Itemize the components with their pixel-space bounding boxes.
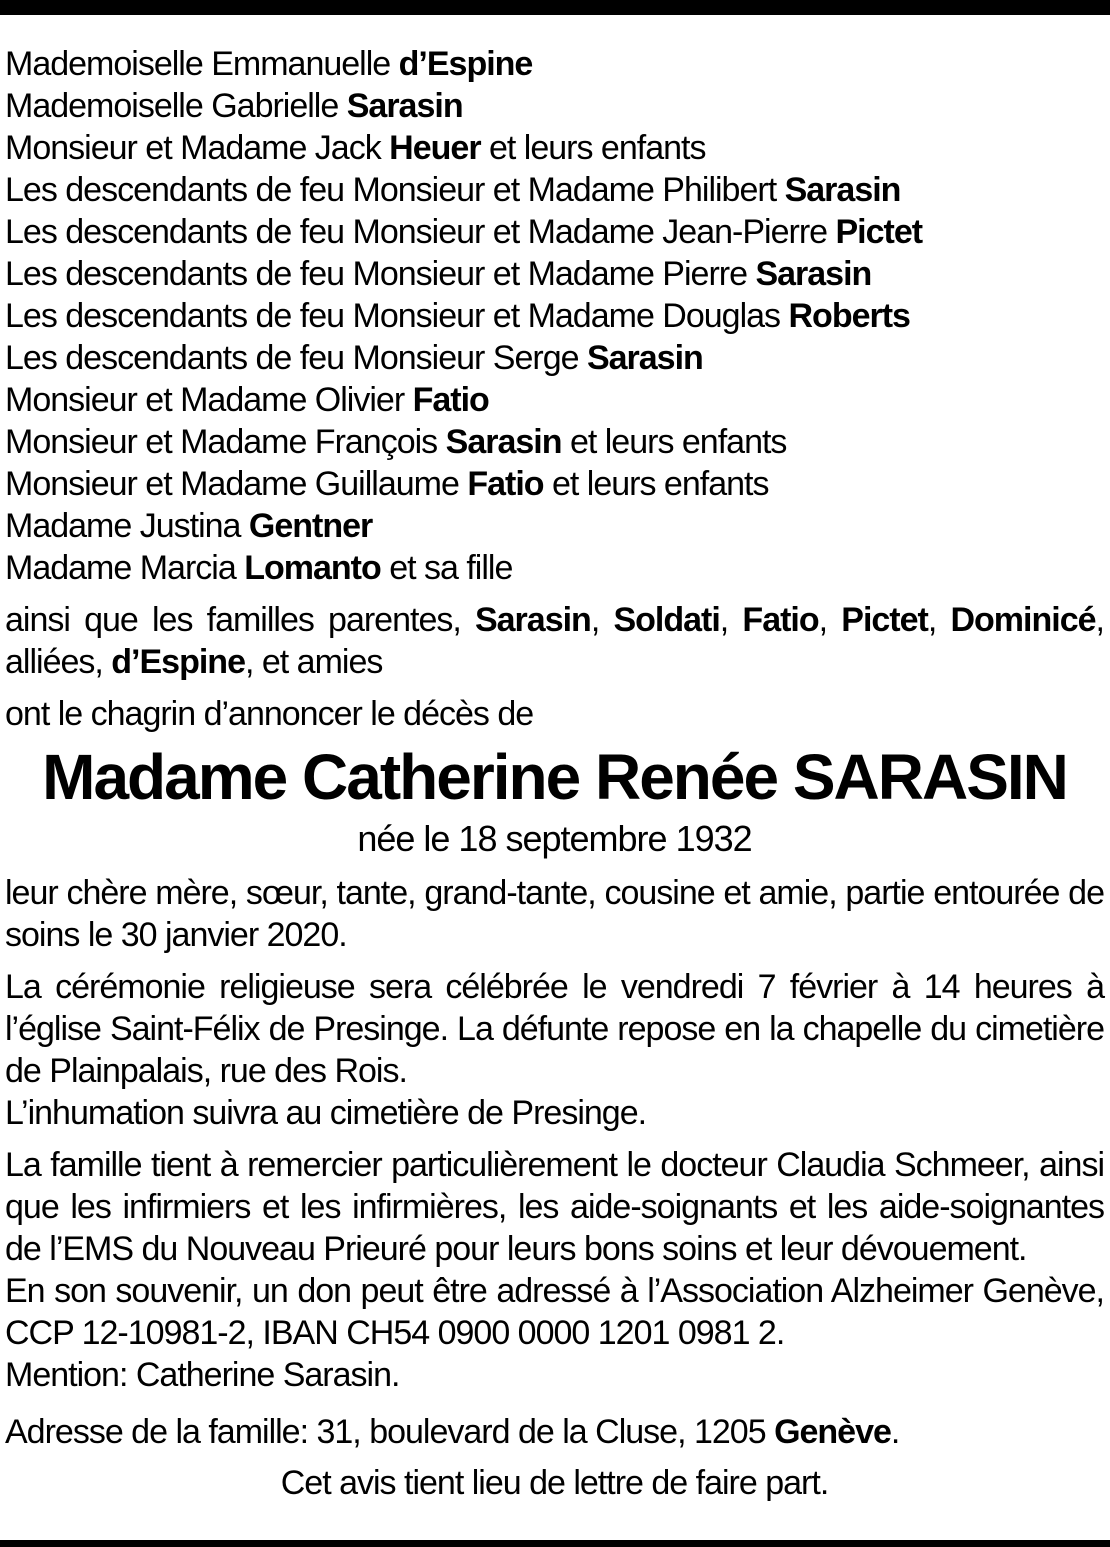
text-segment: Monsieur et Madame Olivier xyxy=(5,381,413,419)
mourner-line xyxy=(5,463,1104,505)
mourner-line xyxy=(5,85,1104,127)
family-name: Pictet xyxy=(835,213,923,251)
family-name: Fatio xyxy=(412,381,489,419)
related-families-paragraph xyxy=(5,599,1104,683)
family-name: Gentner xyxy=(248,507,373,545)
text-segment: et leurs enfants xyxy=(561,423,787,461)
text-segment: , et amies xyxy=(244,643,383,681)
announcement-line: ont le chagrin d’annoncer le décès de xyxy=(5,695,534,733)
text-segment: et sa fille xyxy=(380,549,513,587)
family-address-line xyxy=(5,1411,1104,1453)
mourner-line xyxy=(5,547,1104,589)
closing-line: Cet avis tient lieu de lettre de faire part. xyxy=(280,1464,829,1502)
mourner-line xyxy=(5,127,1104,169)
family-name: Heuer xyxy=(389,129,481,167)
mourner-line xyxy=(5,505,1104,547)
mourner-line xyxy=(5,421,1104,463)
mourner-line xyxy=(5,169,1104,211)
text-segment: ainsi que les familles parentes, xyxy=(5,601,475,639)
text-segment: Madame Marcia xyxy=(5,549,245,587)
text-segment: , xyxy=(590,601,614,639)
text-segment: Mademoiselle Emmanuelle xyxy=(5,45,399,83)
deceased-name-title: Madame Catherine Renée SARASIN xyxy=(42,741,1067,813)
mourner-line xyxy=(5,253,1104,295)
text-segment: Les descendants de feu Monsieur et Madame Philibert xyxy=(5,171,785,209)
text-segment: Adresse de la famille: 31, boulevard de la Cluse, 1205 xyxy=(5,1413,775,1451)
mourner-line xyxy=(5,211,1104,253)
family-name: Roberts xyxy=(788,297,910,335)
family-name: Fatio xyxy=(467,465,544,503)
family-name: d’Espine xyxy=(398,45,533,83)
top-border-rule xyxy=(0,0,1110,15)
mourner-line xyxy=(5,337,1104,379)
family-name: Soldati xyxy=(613,601,720,639)
family-name: Lomanto xyxy=(244,549,381,587)
text-segment: Les descendants de feu Monsieur et Madame Douglas xyxy=(5,297,789,335)
text-segment: Monsieur et Madame François xyxy=(5,423,446,461)
family-name: Sarasin xyxy=(784,171,901,209)
text-segment: , xyxy=(818,601,842,639)
mention-line: Mention: Catherine Sarasin. xyxy=(5,1356,400,1394)
birth-date-line: née le 18 septembre 1932 xyxy=(357,818,752,859)
donation-paragraph: En son souvenir, un don peut être adressé à l’Association Alzheimer Genève, CCP 12-10981-2, IBAN CH54 0900 0000 1201 0981 2. xyxy=(5,1272,1104,1352)
text-segment: , alliées, xyxy=(5,601,1104,681)
family-name: Sarasin xyxy=(346,87,463,125)
family-name: Dominicé xyxy=(950,601,1096,639)
mourner-line xyxy=(5,295,1104,337)
text-segment: et leurs enfants xyxy=(480,129,706,167)
text-segment: Mademoiselle Gabrielle xyxy=(5,87,347,125)
family-name: Sarasin xyxy=(755,255,872,293)
family-name: d’Espine xyxy=(111,643,245,681)
text-segment: Monsieur et Madame Jack xyxy=(5,129,390,167)
thanks-paragraph: La famille tient à remercier particulièrement le docteur Claudia Schmeer, ainsi que les infirmiers et les infirmières, les aide-soignants et les aide-soignantes de l’EMS du Nouveau Prieuré pour leurs bons soins et leur dévouement. xyxy=(5,1146,1104,1268)
family-name: Fatio xyxy=(742,601,819,639)
family-name: Sarasin xyxy=(586,339,703,377)
notice-content xyxy=(0,15,1110,1504)
mourner-line xyxy=(5,43,1104,85)
mourners-list xyxy=(5,43,1104,589)
text-segment: Madame Justina xyxy=(5,507,249,545)
bottom-border-rule xyxy=(0,1540,1110,1547)
text-segment: Monsieur et Madame Guillaume xyxy=(5,465,468,503)
family-name: Genève xyxy=(774,1413,891,1451)
text-segment: Les descendants de feu Monsieur et Madame Jean-Pierre xyxy=(5,213,836,251)
burial-line: L’inhumation suivra au cimetière de Presinge. xyxy=(5,1094,647,1132)
text-segment: . xyxy=(890,1413,900,1451)
text-segment: , xyxy=(927,601,951,639)
text-segment: Les descendants de feu Monsieur Serge xyxy=(5,339,587,377)
ceremony-paragraph: La cérémonie religieuse sera célébrée le vendredi 7 février à 14 heures à l’église Saint-Félix de Presinge. La défunte repose en la chapelle du cimetière de Plainpalais, rue des Rois. xyxy=(5,968,1104,1090)
text-segment: et leurs enfants xyxy=(543,465,769,503)
family-name: Sarasin xyxy=(474,601,591,639)
family-name: Pictet xyxy=(841,601,928,639)
relation-paragraph: leur chère mère, sœur, tante, grand-tante, cousine et amie, partie entourée de soins le 30 janvier 2020. xyxy=(5,874,1104,954)
text-segment: , xyxy=(719,601,743,639)
family-name: Sarasin xyxy=(445,423,562,461)
text-segment: Les descendants de feu Monsieur et Madame Pierre xyxy=(5,255,756,293)
mourner-line xyxy=(5,379,1104,421)
